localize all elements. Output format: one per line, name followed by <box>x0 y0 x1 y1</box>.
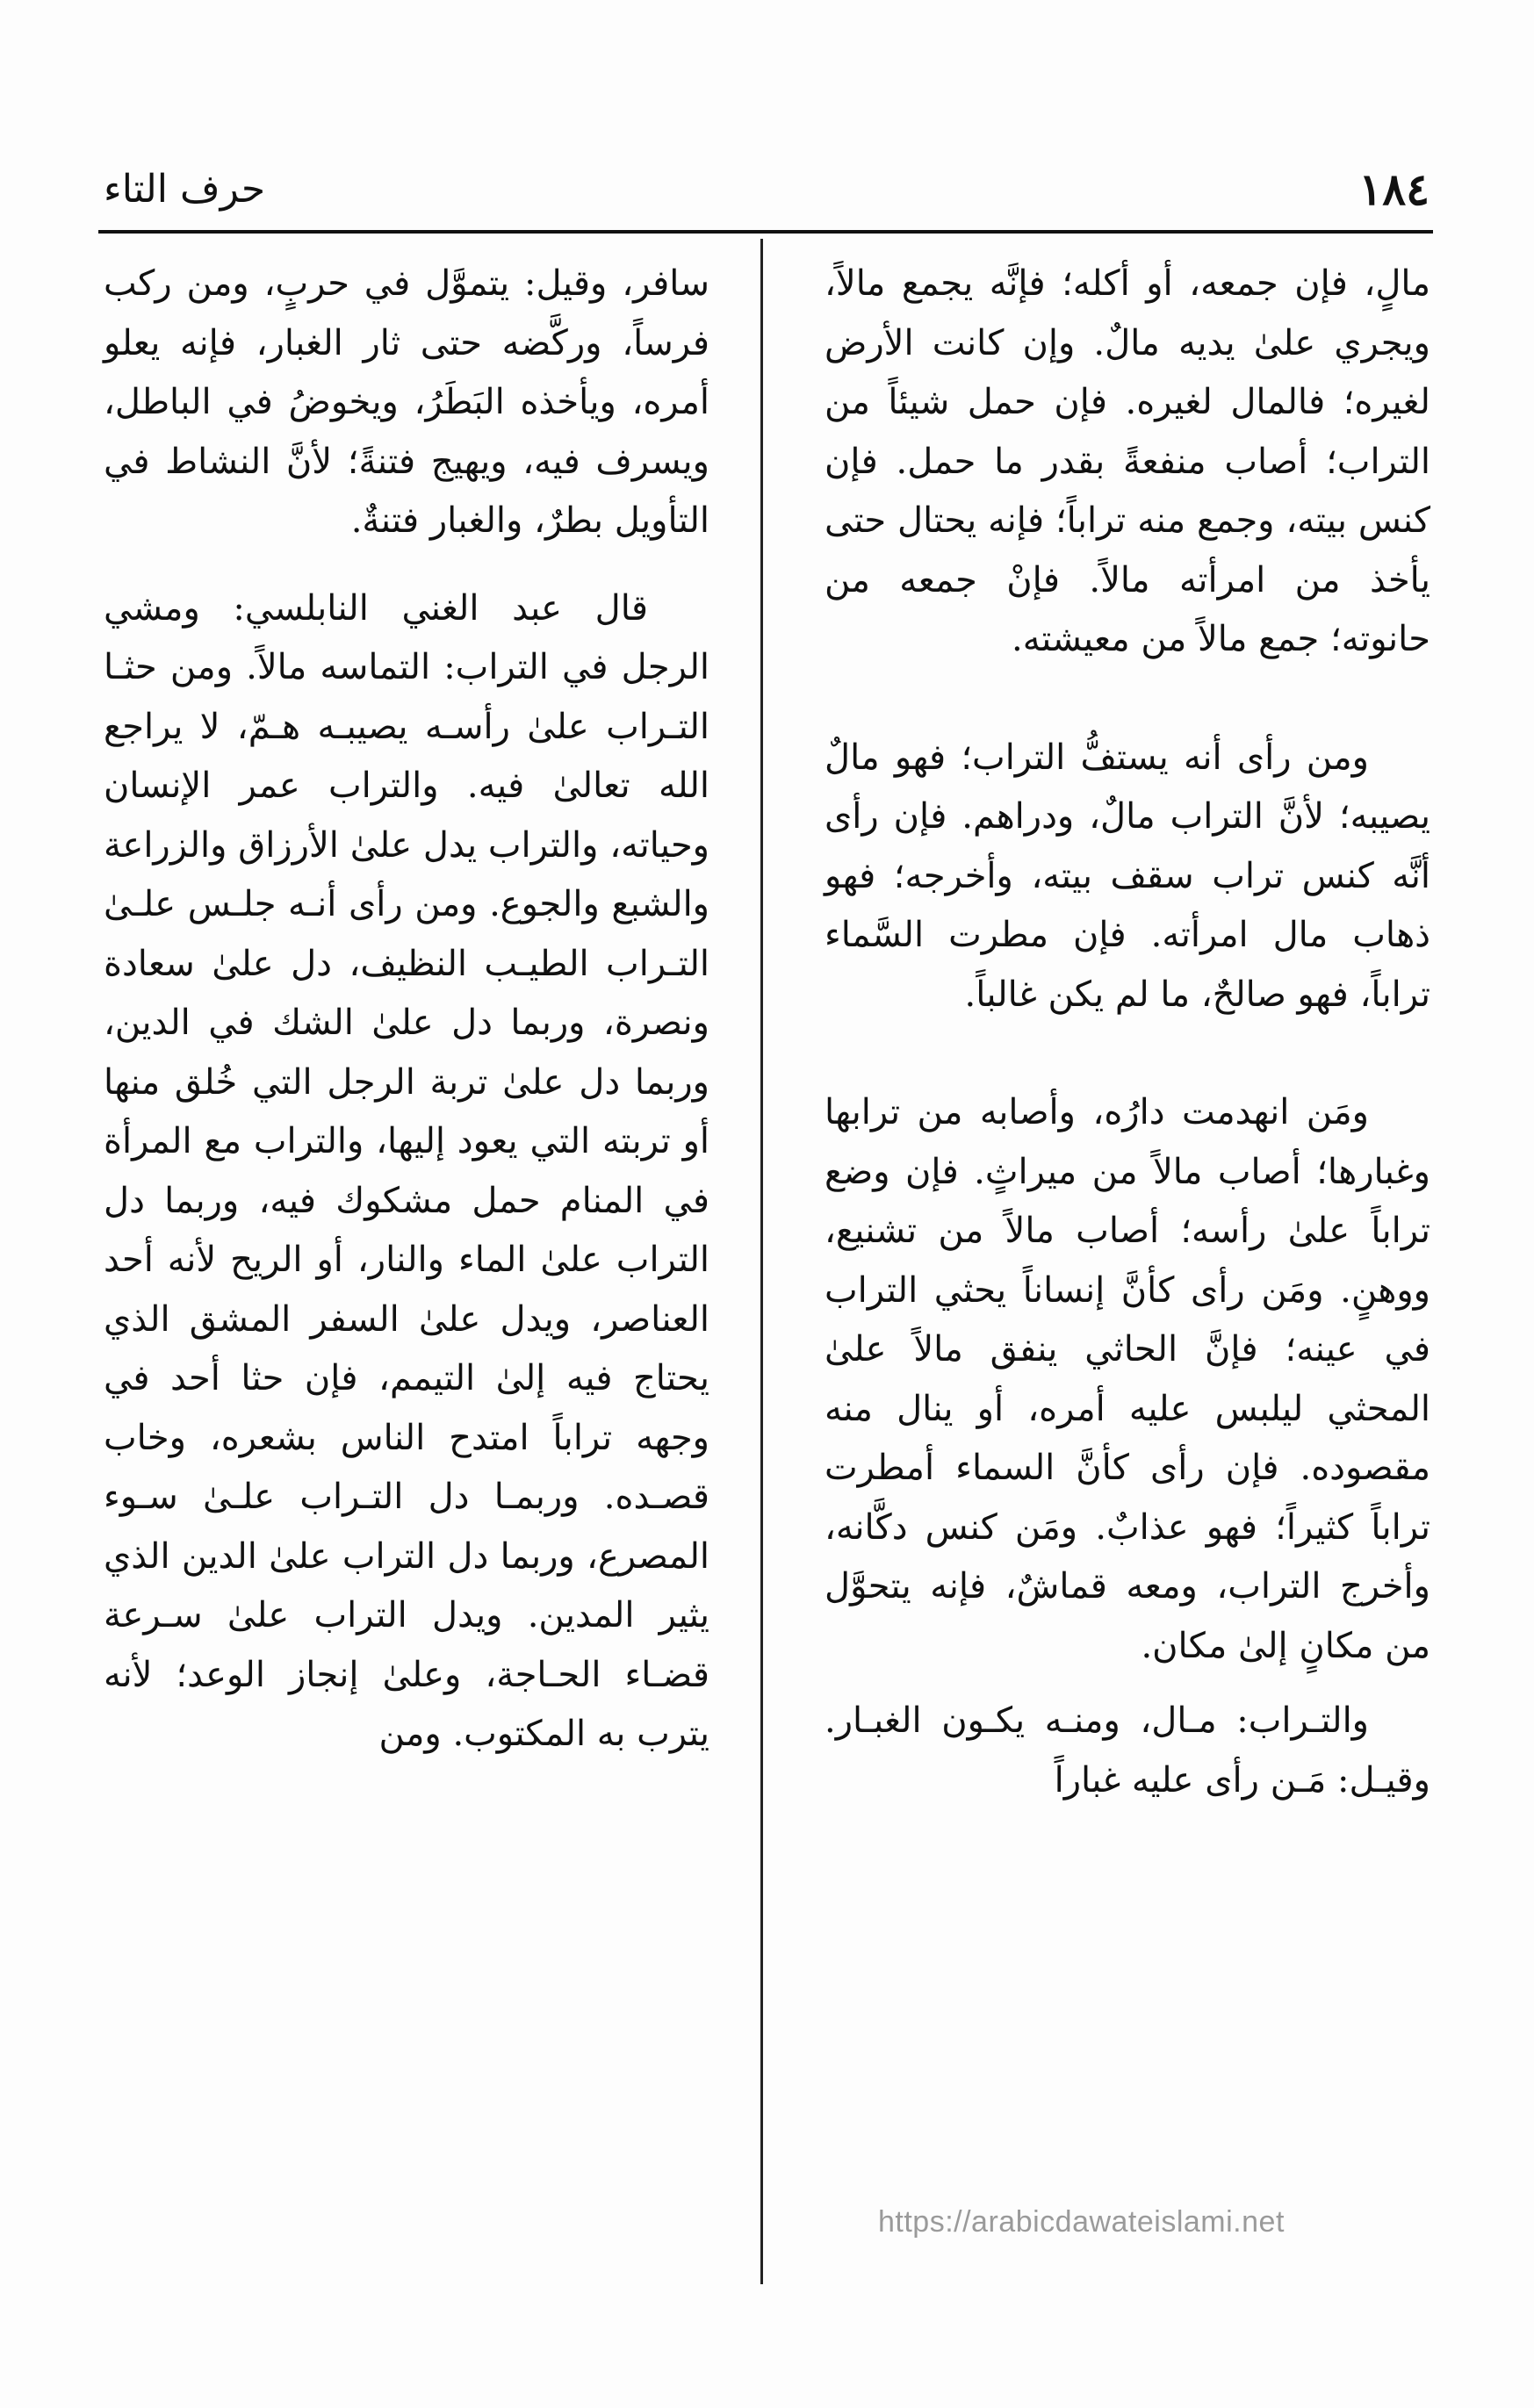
header-rule <box>98 230 1433 234</box>
paragraph: والتـراب: مـال، ومنـه يكـون الغبـار. وقيـل: مَـن رأى عليه غباراً <box>825 1700 1430 1801</box>
left-column <box>104 255 709 1765</box>
paragraph: مالٍ، فإن جمعه، أو أكله؛ فإنَّه يجمع مالاً، ويجري علىٰ يديه مالٌ. وإن كانت الأرض لغيره؛ فالمال لغيره. فإن حمل شيئاً من التراب؛ أصاب منفعةً بقدر ما حمل. فإن كنس بيته، وجمع منه تراباً؛ فإنه يحتال حتى يأخذ من امرأته مالاً. فإنْ جمعه من حانوته؛ جمع مالاً من معيشته. <box>825 263 1430 659</box>
paragraph: ومن رأى أنه يستفُّ التراب؛ فهو مالٌ يصيبه؛ لأنَّ التراب مالٌ، ودراهم. فإن رأى أنَّه كنس تراب سقف بيته، وأخرجه؛ فهو ذهاب مال امرأته. فإن مطرت السَّماء تراباً، فهو صالحٌ، ما لم يكن غالباً. <box>825 737 1430 1015</box>
right-column <box>825 255 1430 1810</box>
paragraph: سافر، وقيل: يتموَّل في حربٍ، ومن ركب فرساً، وركَّضه حتى ثار الغبار، فإنه يعلو أمره، ويأخذه البَطَرُ، ويخوضُ في الباطل، ويسرف فيه، ويهيج فتنةً؛ لأنَّ النشاط في التأويل بطرٌ، والغبار فتنةٌ. <box>104 263 709 541</box>
page-number: ١٨٤ <box>1358 163 1430 215</box>
page-header <box>104 156 1430 223</box>
paragraph: ومَن انهدمت دارُه، وأصابه من ترابها وغبارها؛ أصاب مالاً من ميراثٍ. فإن وضع تراباً علىٰ رأسه؛ أصاب مالاً من تشنيع، ووهنٍ. ومَن رأى كأنَّ إنساناً يحثي التراب في عينه؛ فإنَّ الحاثي ينفق مالاً علىٰ المحثي ليلبس عليه أمره، أو ينال منه مقصوده. فإن رأى كأنَّ السماء أمطرت تراباً كثيراً؛ فهو عذابٌ. ومَن كنس دكَّانه، وأخرج التراب، ومعه قماشٌ، فإنه يتحوَّل من مكانٍ إلىٰ مكان. <box>825 1092 1430 1666</box>
column-divider <box>760 239 763 2284</box>
paragraph: قال عبد الغني النابلسي: ومشي الرجل في التراب: التماسه مالاً. ومن حثـا التـراب علىٰ رأسـه يصيبـه هـمّ، لا يراجع الله تعالىٰ فيه. والتراب عمر الإنسان وحياته، والتراب يدل علىٰ الأرزاق والزراعة والشبع والجوع. ومن رأى أنـه جلـس علـىٰ التـراب الطيـب النظيف، دل علىٰ سعادة ونصرة، وربما دل علىٰ الشك في الدين، وربما دل علىٰ تربة الرجل التي خُلق منها أو تربته التي يعود إليها، والتراب مع المرأة في المنام حمل مشكوك فيه، وربما دل التراب علىٰ الماء والنار، أو الريح لأنه أحد العناصر، ويدل علىٰ السفر المشق الذي يحتاج فيه إلىٰ التيمم، فإن حثا أحد في وجهه تراباً امتدح الناس بشعره، وخاب قصـده. وربمـا دل التـراب علـىٰ سـوء المصرع، وربما دل التراب علىٰ الدين الذي يثير المدين. ويدل التراب علىٰ سـرعة قضـاء الحـاجة، وعلىٰ إنجاز الوعد؛ لأنه يترب به المكتوب. ومن <box>104 587 709 1754</box>
watermark-url: https://arabicdawateislami.net <box>878 2205 1285 2239</box>
running-title: حرف التاء <box>104 167 266 212</box>
